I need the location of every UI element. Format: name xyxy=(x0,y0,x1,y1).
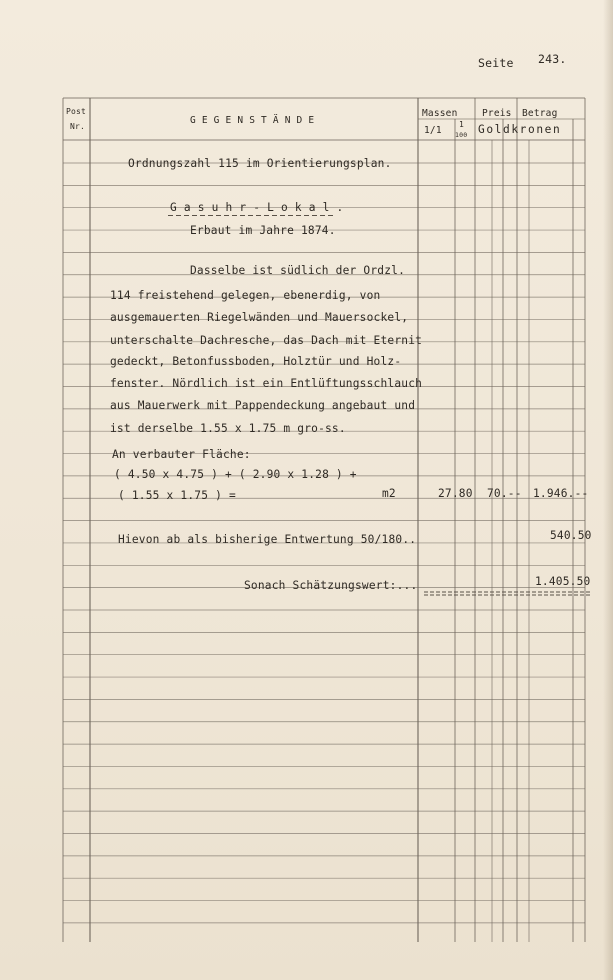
double-underline xyxy=(424,590,592,598)
col-header-preis: Preis xyxy=(482,108,512,119)
massen-value: 27.80 xyxy=(438,487,473,500)
description-line-5: gedeckt, Betonfussboden, Holztür und Holz- xyxy=(110,355,402,368)
ordnungszahl-line: Ordnungszahl 115 im Orientierungsplan. xyxy=(128,157,392,170)
col-header-frac-num: 1 xyxy=(459,120,465,129)
col-header-post: Post xyxy=(66,107,87,116)
col-header-betrag: Betrag xyxy=(522,108,558,119)
area-label: An verbauter Fläche: xyxy=(112,448,251,461)
unit-label: m2 xyxy=(382,487,396,500)
description-line-6: fenster. Nördlich ist ein Entlüftungsschlauch xyxy=(110,377,423,390)
preis-value: 70.-- xyxy=(487,487,522,500)
col-header-nr: Nr. xyxy=(70,122,86,131)
description-line-4: unterschalte Dachresche, das Dach mit Eternit xyxy=(110,334,423,347)
description-line-8: ist derselbe 1.55 x 1.75 m gro-ss. xyxy=(110,422,346,435)
page-label: Seite xyxy=(478,56,514,70)
deduction-label: Hievon ab als bisherige Entwertung 50/180.. xyxy=(118,533,417,546)
description-line-1: Dasselbe ist südlich der Ordzl. xyxy=(190,264,405,277)
col-header-massen-whole: 1/1 xyxy=(424,125,442,136)
result-label: Sonach Schätzungswert:... xyxy=(244,579,418,592)
page-number: 243. xyxy=(538,52,567,66)
description-line-7: aus Mauerwerk mit Pappendeckung angebaut und xyxy=(110,399,416,412)
description-line-3: ausgemauerten Riegelwänden und Mauersockel, xyxy=(110,311,409,324)
deduction-value: 540.50 xyxy=(550,529,592,542)
col-header-gegenstaende: G E G E N S T Ä N D E xyxy=(190,115,315,126)
calc-line-1: ( 4.50 x 4.75 ) + ( 2.90 x 1.28 ) + xyxy=(114,468,357,481)
col-header-frac-den: 100 xyxy=(455,131,468,139)
title-underline xyxy=(168,214,338,218)
col-header-massen: Massen xyxy=(422,108,458,119)
calc-line-2: ( 1.55 x 1.75 ) = xyxy=(118,489,236,502)
col-header-currency: Goldkronen xyxy=(478,123,562,136)
erbaut-line: Erbaut im Jahre 1874. xyxy=(190,224,336,237)
betrag-value: 1.946.-- xyxy=(533,487,589,500)
description-line-2: 114 freistehend gelegen, ebenerdig, von xyxy=(110,289,381,302)
result-value: 1.405.50 xyxy=(535,575,591,588)
building-title: G a s u h r - L o k a l . xyxy=(170,201,344,214)
